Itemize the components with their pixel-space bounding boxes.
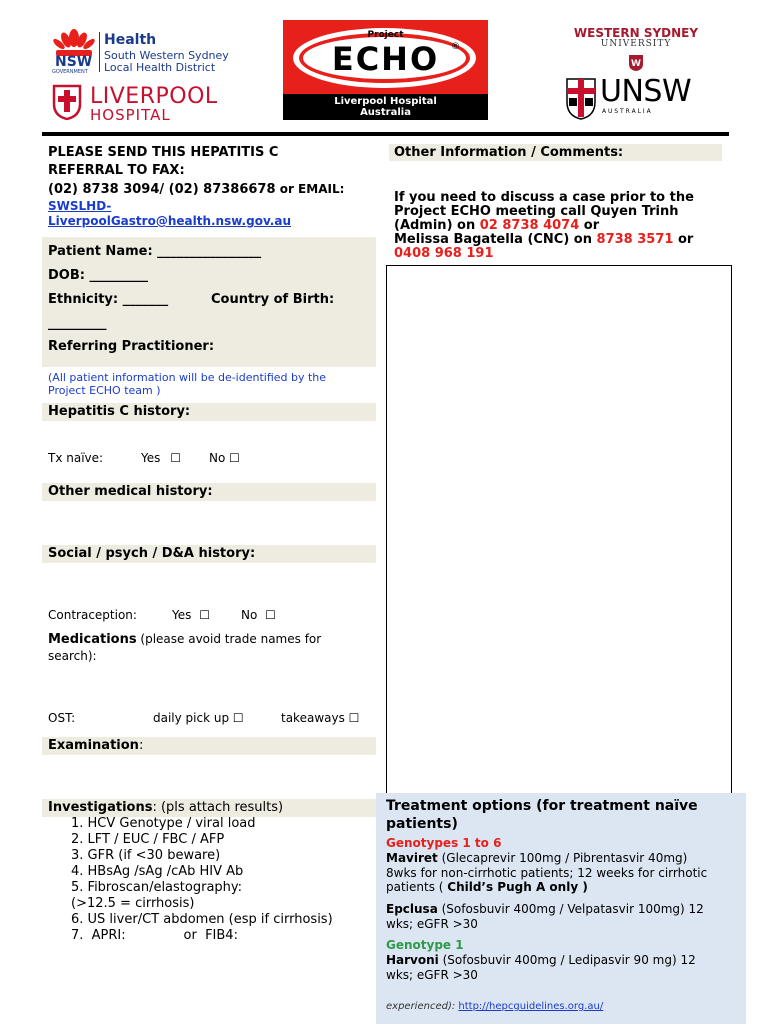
checkbox-icon[interactable]: ☐ — [348, 711, 360, 725]
guidelines-line: experienced): http://hepcguidelines.org.au/ — [386, 1001, 604, 1012]
contraception-yes[interactable]: Yes ☐ — [172, 608, 210, 622]
other-info-heading: Other Information / Comments: — [394, 145, 624, 160]
unsw-sub: A U S T R A L I A — [602, 108, 651, 115]
fax-or-email: or EMAIL: — [275, 182, 345, 196]
project-echo-logo — [283, 20, 488, 120]
genotypes-1-6-heading: Genotypes 1 to 6 — [386, 836, 502, 850]
checkbox-icon[interactable]: ☐ — [199, 608, 210, 622]
fax-instruction-2: REFERRAL TO FAX: — [48, 163, 185, 178]
treatment-options-title: Treatment options (for treatment naïve patients) — [386, 798, 698, 832]
list-item: 4. HBsAg /sAg /cAb HIV Ab — [71, 864, 244, 879]
nsw-brand: NSW — [55, 54, 93, 70]
health-district-line1: South Western Sydney — [104, 49, 229, 62]
health-title: Health — [104, 32, 157, 48]
checkbox-icon[interactable]: ☐ — [265, 608, 276, 622]
wsu-line1: WESTERN SYDNEY — [573, 26, 699, 40]
email-link-line2[interactable]: LiverpoolGastro@health.nsw.gov.au — [48, 214, 291, 228]
checkbox-icon[interactable]: ☐ — [229, 451, 240, 465]
deidentified-note-2: Project ECHO team ) — [48, 384, 161, 397]
examination-heading: Examination: — [48, 738, 144, 753]
echo-top: Project — [367, 30, 404, 40]
liverpool-title: LIVERPOOL — [90, 84, 218, 109]
guidelines-link[interactable]: http://hepcguidelines.org.au/ — [458, 1001, 604, 1012]
ethnicity-field[interactable]: Ethnicity: _______ — [48, 292, 169, 307]
maviret-entry: Maviret (Glecaprevir 100mg / Pibrentasvir 40mg) 8wks for non-cirrhotic patients; 12 weeks for cirrhotic patients ( Child’s Pugh A only ) — [386, 851, 708, 894]
echo-caption-2: Australia — [360, 107, 411, 118]
liverpool-subtitle: HOSPITAL — [90, 106, 171, 124]
fax-numbers — [48, 181, 344, 198]
list-item: 1. HCV Genotype / viral load — [71, 816, 256, 831]
hospital-crest-icon — [52, 84, 82, 120]
list-item: 6. US liver/CT abdomen (esp if cirrhosis) — [71, 912, 333, 927]
tx-naive-no[interactable]: No ☐ — [209, 451, 240, 465]
phone-mobile: 0408 968 191 — [394, 246, 494, 261]
list-item: 2. LFT / EUC / FBC / AFP — [71, 832, 225, 847]
list-item: 7. APRI: or FIB4: — [71, 928, 238, 943]
checkbox-icon[interactable]: ☐ — [232, 711, 244, 725]
nsw-health-logo — [52, 28, 232, 74]
investigations-list — [71, 816, 333, 944]
hepc-history-heading: Hepatitis C history: — [48, 404, 191, 419]
country-of-birth-field[interactable]: _________ — [48, 316, 107, 331]
discuss-case-note: If you need to discuss a case prior to the Project ECHO meeting call Quyen Trinh (Admin) on 02 8738 4074 or Melissa Bagatella (CNC) on 8738 3571 or 0408 968 191 — [394, 191, 734, 261]
phone-cnc: 8738 3571 — [596, 232, 674, 247]
western-sydney-university-logo — [566, 24, 706, 76]
echo-main: ECHO — [331, 40, 440, 78]
wsu-shield-icon — [628, 54, 644, 72]
unsw-crest-icon — [566, 78, 596, 120]
fax-instruction-1: PLEASE SEND THIS HEPATITIS C — [48, 145, 279, 160]
unsw-main: UNSW — [600, 74, 692, 109]
nsw-government: GOVERNMENT — [52, 69, 88, 75]
ost-takeaways[interactable]: takeaways ☐ — [281, 711, 360, 725]
email-link-line1[interactable]: SWSLHD- — [48, 199, 112, 213]
other-medical-history-heading: Other medical history: — [48, 484, 213, 499]
investigations-heading: Investigations: (pls attach results) — [48, 800, 284, 815]
medications-heading: Medications (please avoid trade names for — [48, 632, 322, 647]
patient-name-field[interactable]: Patient Name: ________________ — [48, 244, 262, 259]
tx-naive-yes[interactable]: Yes ☐ — [141, 451, 181, 465]
social-history-heading: Social / psych / D&A history: — [48, 546, 256, 561]
contraception-label: Contraception: — [48, 608, 137, 622]
unsw-logo — [566, 76, 706, 126]
ost-label: OST: — [48, 711, 76, 725]
wsu-line2: UNIVERSITY — [600, 39, 672, 49]
fax-number-text: (02) 8738 3094/ (02) 87386678 — [48, 182, 276, 197]
svg-text:W: W — [631, 59, 641, 69]
dob-field[interactable]: DOB: _________ — [48, 268, 148, 283]
contraception-no[interactable]: No ☐ — [241, 608, 276, 622]
phone-admin: 02 8738 4074 — [479, 218, 580, 233]
checkbox-icon[interactable]: ☐ — [170, 451, 181, 465]
health-district-line2: Local Health District — [104, 61, 216, 74]
liverpool-hospital-logo — [52, 84, 232, 124]
harvoni-entry: Harvoni (Sofosbuvir 400mg / Ledipasvir 90 mg) 12 wks; eGFR >30 — [386, 953, 696, 982]
referring-practitioner-label: Referring Practitioner: — [48, 339, 215, 354]
genotype-1-heading: Genotype 1 — [386, 938, 464, 952]
header-divider — [42, 132, 729, 136]
medications-heading-cont: search): — [48, 649, 97, 663]
epclusa-entry: Epclusa (Sofosbuvir 400mg / Velpatasvir 100mg) 12 wks; eGFR >30 — [386, 902, 704, 931]
echo-caption-1: Liverpool Hospital — [334, 96, 437, 107]
echo-registered: ® — [451, 42, 460, 52]
country-of-birth-label: Country of Birth: — [211, 292, 335, 307]
list-item: 5. Fibroscan/elastography: — [71, 880, 243, 895]
list-item: 3. GFR (if <30 beware) — [71, 848, 221, 863]
comments-textbox[interactable] — [386, 265, 732, 797]
ost-daily-pickup[interactable]: daily pick up ☐ — [153, 711, 244, 725]
tx-naive-label: Tx naïve: — [48, 451, 104, 465]
deidentified-note-1: (All patient information will be de-identified by the — [48, 371, 327, 384]
list-item: (>12.5 = cirrhosis) — [71, 896, 195, 911]
